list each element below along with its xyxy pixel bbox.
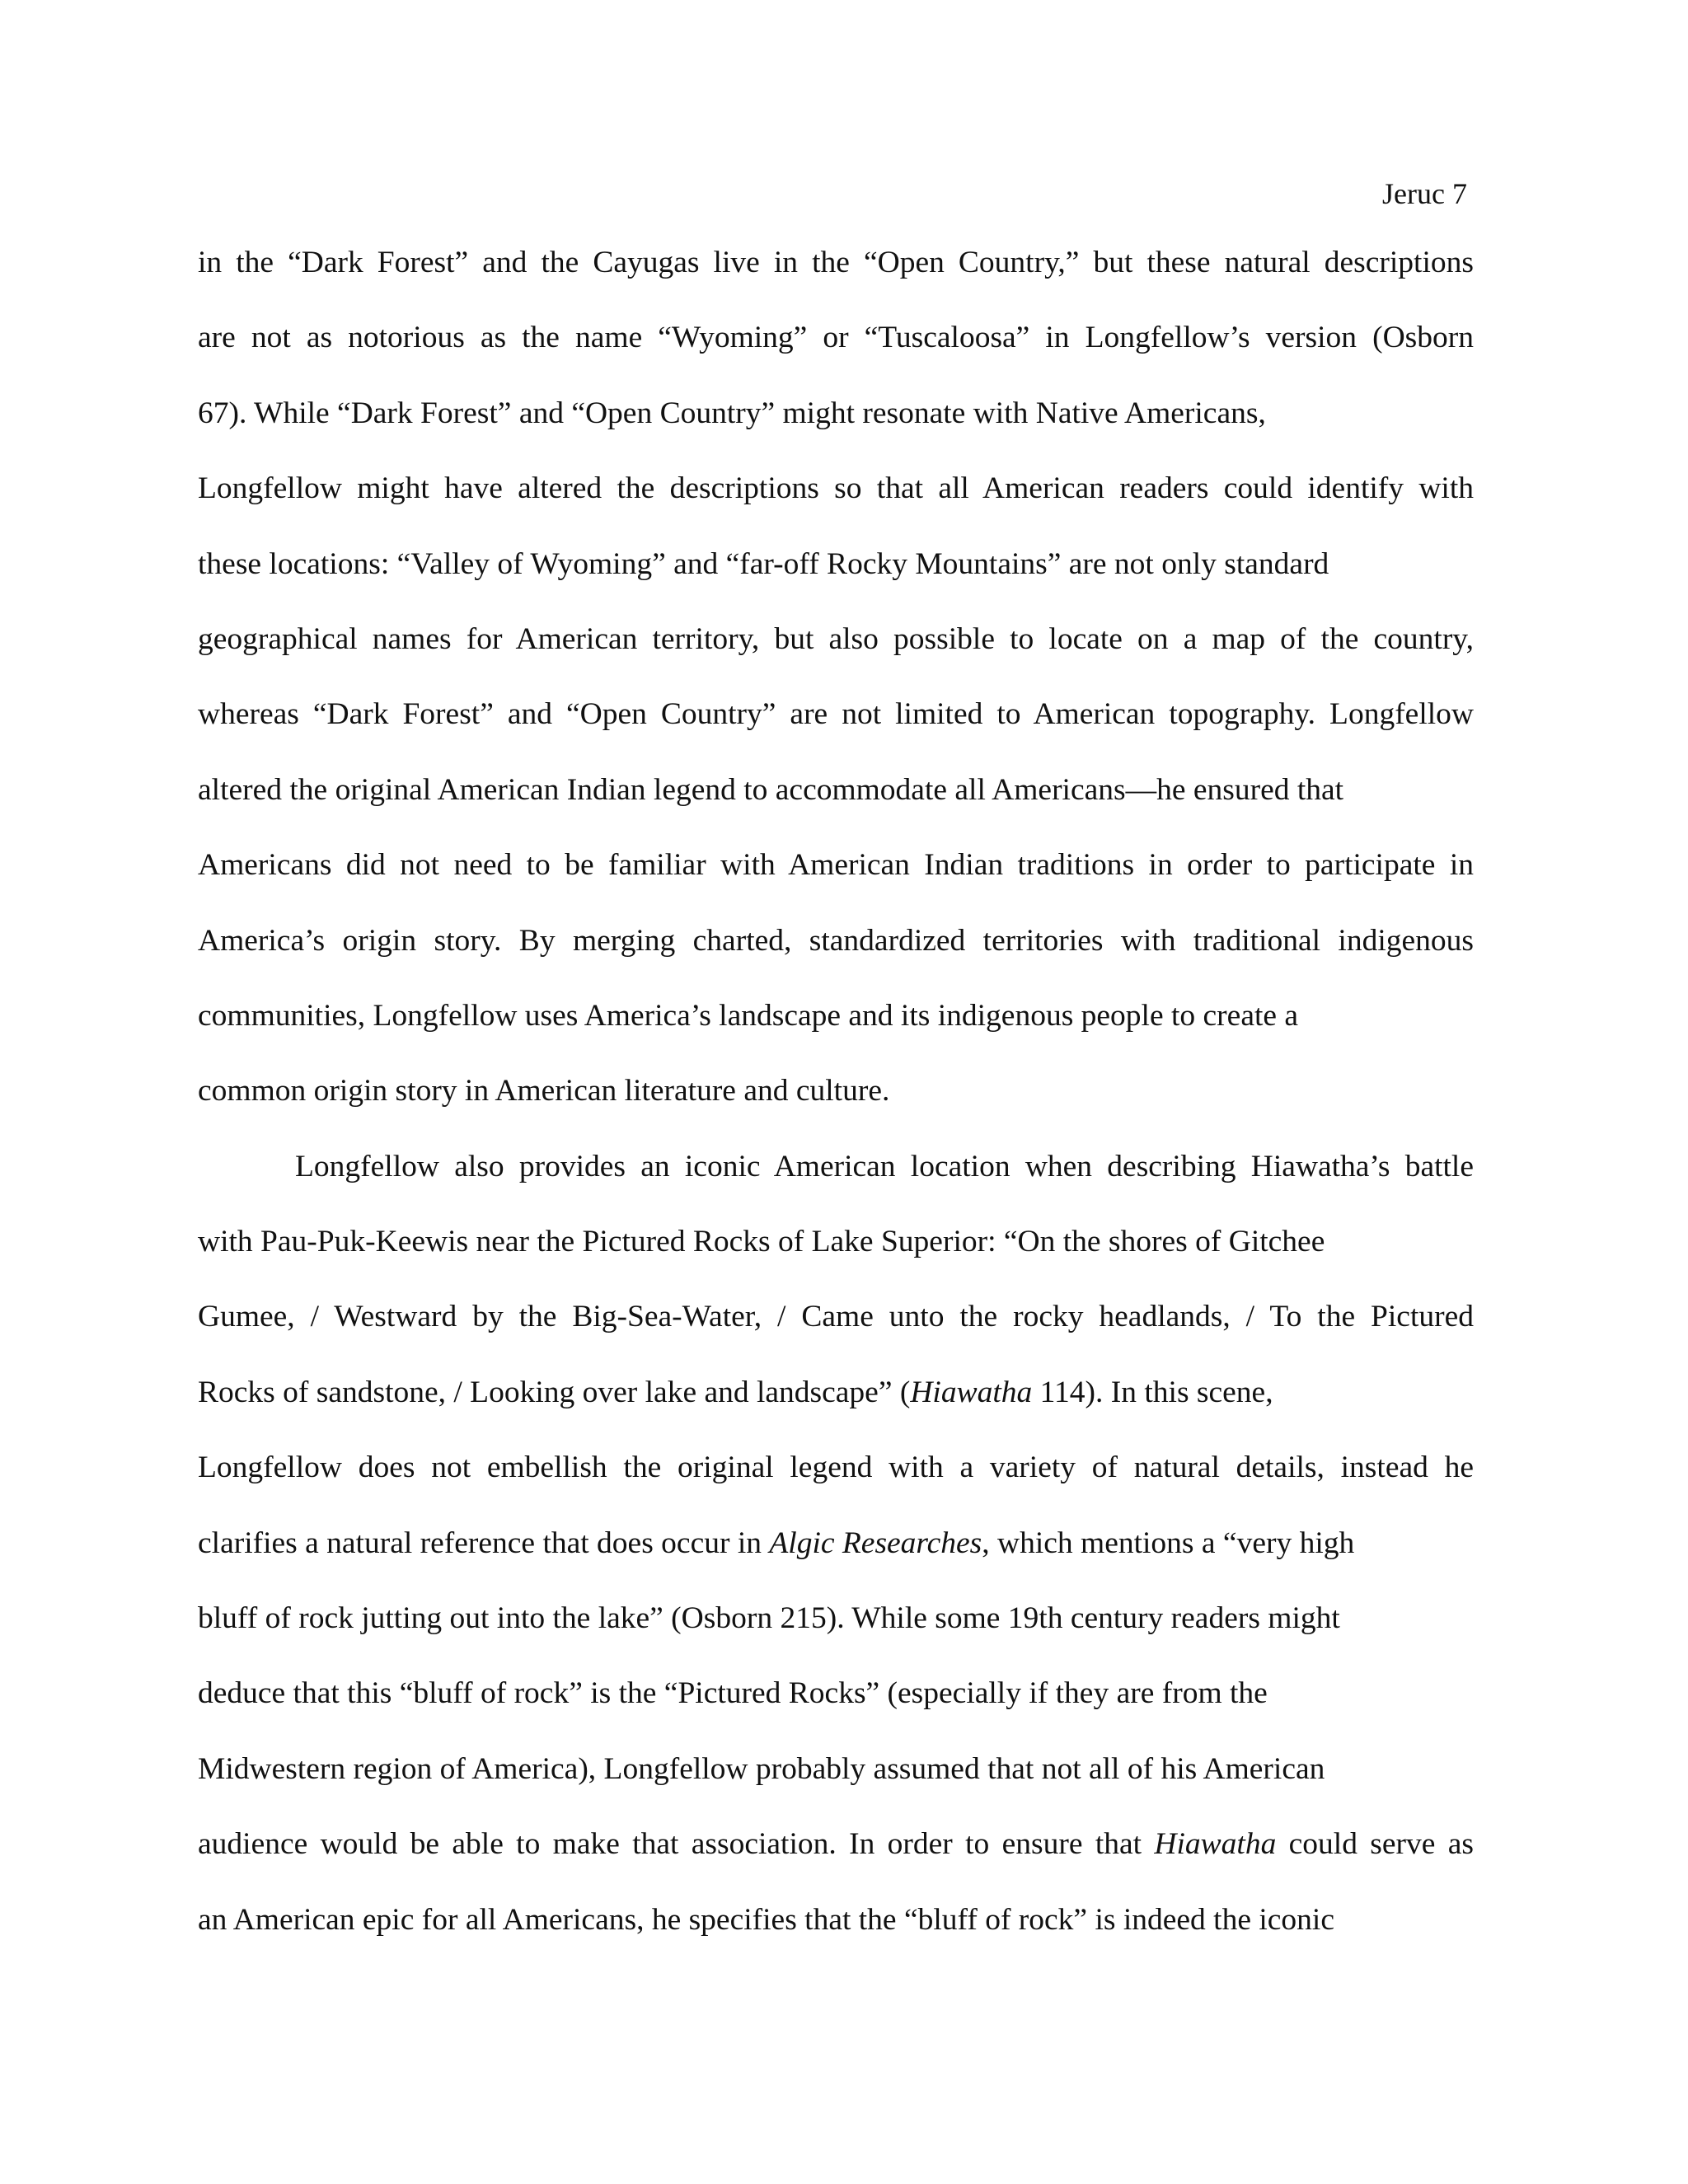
italic-title: Hiawatha bbox=[910, 1375, 1033, 1409]
text-run: clarifies a natural reference that does occur in bbox=[198, 1526, 770, 1560]
text-line: Midwestern region of America), Longfellow probably assumed that not all of his American bbox=[198, 1751, 1325, 1786]
text-line: Americans did not need to be familiar with American Indian traditions in order to participate in bbox=[198, 848, 1474, 883]
text-line: geographical names for American territory, but also possible to locate on a map of the country, bbox=[198, 621, 1474, 656]
text-line: with Pau-Puk-Keewis near the Pictured Rocks of Lake Superior: “On the shores of Gitchee bbox=[198, 1225, 1325, 1259]
text-line: altered the original American Indian legend to accommodate all Americans—he ensured that bbox=[198, 772, 1344, 807]
text-line: deduce that this “bluff of rock” is the “Pictured Rocks” (especially if they are from the bbox=[198, 1676, 1268, 1711]
text-line: these locations: “Valley of Wyoming” and “far-off Rocky Mountains” are not only standard bbox=[198, 546, 1329, 581]
text-line bbox=[198, 1825, 1474, 1864]
document-body bbox=[198, 243, 1474, 1975]
text-run: audience would be able to make that association. In order to ensure that bbox=[198, 1827, 1155, 1862]
text-line: communities, Longfellow uses America’s landscape and its indigenous people to create a bbox=[198, 998, 1299, 1033]
text-line: Longfellow might have altered the descriptions so that all American readers could identify with bbox=[198, 471, 1474, 506]
text-line: are not as notorious as the name “Wyoming” or “Tuscaloosa” in Longfellow’s version (Osborn bbox=[198, 321, 1474, 355]
paragraph-1 bbox=[198, 243, 1474, 1111]
text-line bbox=[198, 1524, 1474, 1563]
text-line: an American epic for all Americans, he specifies that the “bluff of rock” is indeed the iconic bbox=[198, 1902, 1334, 1937]
text-line: common origin story in American literature and culture. bbox=[198, 1074, 890, 1108]
text-line bbox=[198, 1373, 1474, 1413]
running-head: Jeruc 7 bbox=[1382, 177, 1467, 210]
text-run: , which mentions a “very high bbox=[982, 1526, 1355, 1560]
text-run: Rocks of sandstone, / Looking over lake and landscape” ( bbox=[198, 1375, 911, 1409]
italic-title: Hiawatha bbox=[1154, 1827, 1277, 1862]
paragraph-2 bbox=[198, 1147, 1474, 1940]
text-line: whereas “Dark Forest” and “Open Country” are not limited to American topography. Longfellow bbox=[198, 697, 1474, 732]
italic-title: Algic Researches bbox=[769, 1526, 982, 1560]
text-line: Gumee, / Westward by the Big-Sea-Water, / Came unto the rocky headlands, / To the Pictured bbox=[198, 1300, 1474, 1334]
text-line: America’s origin story. By merging charted, standardized territories with traditional indigenous bbox=[198, 923, 1474, 958]
text-line: in the “Dark Forest” and the Cayugas live in the “Open Country,” but these natural descriptions bbox=[198, 246, 1474, 279]
text-line: bluff of rock jutting out into the lake” (Osborn 215). While some 19th century readers might bbox=[198, 1601, 1340, 1636]
text-run: could serve as bbox=[1276, 1827, 1474, 1862]
text-run: 114). In this scene, bbox=[1032, 1375, 1273, 1409]
text-line: Longfellow also provides an iconic American location when describing Hiawatha’s battle bbox=[295, 1149, 1474, 1183]
text-line: 67). While “Dark Forest” and “Open Country” might resonate with Native Americans, bbox=[198, 396, 1266, 430]
text-line: Longfellow does not embellish the original legend with a variety of natural details, instead he bbox=[198, 1451, 1474, 1485]
